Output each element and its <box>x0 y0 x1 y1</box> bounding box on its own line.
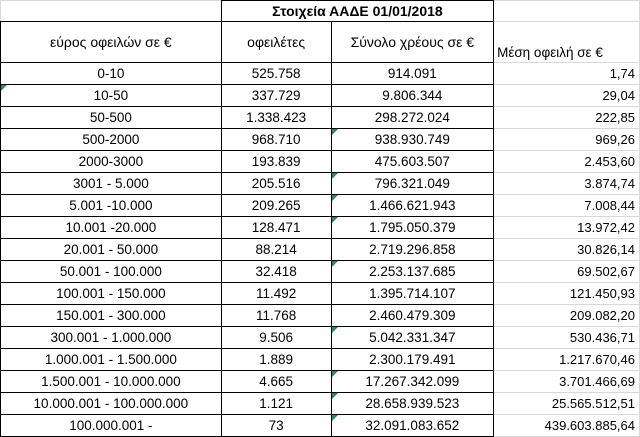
cell-total-debt[interactable]: 298.272.024 <box>331 107 494 129</box>
table-row <box>1 129 640 151</box>
cell-total-debt[interactable]: 9.806.344 <box>331 85 494 107</box>
cell-total-debt[interactable]: 938.930.749 <box>331 129 494 151</box>
header-row <box>1 22 640 63</box>
cell-total-debt[interactable]: 1.395.714.107 <box>331 283 494 305</box>
cell-total-debt[interactable]: 1.466.621.943 <box>331 195 494 217</box>
table-row <box>1 151 640 173</box>
cell-debt-range[interactable]: 5.001 -10.000 <box>1 195 222 217</box>
cell-total-debt[interactable]: 2.719.296.858 <box>331 239 494 261</box>
cell-total-debt[interactable]: 796.321.049 <box>331 173 494 195</box>
cell-average-debt[interactable]: 25.565.512,51 <box>494 393 640 415</box>
table-row <box>1 85 640 107</box>
cell-debt-range[interactable]: 2000-3000 <box>1 151 222 173</box>
cell-average-debt[interactable]: 530.436,71 <box>494 327 640 349</box>
cell-debtors[interactable]: 968.710 <box>221 129 331 151</box>
cell-debtors[interactable]: 1.121 <box>221 393 331 415</box>
table-row <box>1 195 640 217</box>
cell-average-debt[interactable]: 3.701.466,69 <box>494 371 640 393</box>
cell-total-debt[interactable]: 1.795.050.379 <box>331 217 494 239</box>
cell-debtors[interactable]: 205.516 <box>221 173 331 195</box>
header-debtors[interactable]: οφειλέτες <box>221 22 331 63</box>
table-title[interactable]: Στοιχεία ΑΑΔΕ 01/01/2018 <box>221 1 493 22</box>
cell-average-debt[interactable]: 439.603.885,64 <box>494 415 640 437</box>
cell-average-debt[interactable]: 1.217.670,46 <box>494 349 640 371</box>
cell-total-debt[interactable]: 28.658.939.523 <box>331 393 494 415</box>
cell-debt-range[interactable]: 100.001 - 150.000 <box>1 283 222 305</box>
table-row <box>1 283 640 305</box>
cell-average-debt[interactable]: 3.874,74 <box>494 173 640 195</box>
cell-average-debt[interactable]: 13.972,42 <box>494 217 640 239</box>
table-row <box>1 173 640 195</box>
cell-debt-range[interactable]: 300.001 - 1.000.000 <box>1 327 222 349</box>
table-row <box>1 349 640 371</box>
cell-debtors[interactable]: 32.418 <box>221 261 331 283</box>
cell-debt-range[interactable]: 500-2000 <box>1 129 222 151</box>
cell-debtors[interactable]: 73 <box>221 415 331 437</box>
cell-debt-range[interactable]: 50.001 - 100.000 <box>1 261 222 283</box>
cell-average-debt[interactable]: 30.826,14 <box>494 239 640 261</box>
cell-debtors[interactable]: 1.889 <box>221 349 331 371</box>
cell-debt-range[interactable]: 0-10 <box>1 63 222 85</box>
cell-debtors[interactable]: 11.768 <box>221 305 331 327</box>
cell-debtors[interactable]: 525.758 <box>221 63 331 85</box>
cell-average-debt[interactable]: 1,74 <box>494 63 640 85</box>
blank-cell[interactable] <box>494 1 640 22</box>
cell-total-debt[interactable]: 475.603.507 <box>331 151 494 173</box>
table-row <box>1 371 640 393</box>
table-row <box>1 63 640 85</box>
table-row <box>1 217 640 239</box>
cell-total-debt[interactable]: 914.091 <box>331 63 494 85</box>
cell-average-debt[interactable]: 29,04 <box>494 85 640 107</box>
cell-average-debt[interactable]: 222,85 <box>494 107 640 129</box>
cell-debt-range[interactable]: 50-500 <box>1 107 222 129</box>
table-row <box>1 327 640 349</box>
cell-total-debt[interactable]: 5.042.331.347 <box>331 327 494 349</box>
cell-debt-range[interactable]: 10.001 -20.000 <box>1 217 222 239</box>
cell-debt-range[interactable]: 150.001 - 300.000 <box>1 305 222 327</box>
table-row <box>1 393 640 415</box>
cell-debt-range[interactable]: 10-50 <box>1 85 222 107</box>
cell-debt-range[interactable]: 1.500.001 - 10.000.000 <box>1 371 222 393</box>
cell-debtors[interactable]: 11.492 <box>221 283 331 305</box>
cell-debt-range[interactable]: 3001 - 5.000 <box>1 173 222 195</box>
cell-debtors[interactable]: 9.506 <box>221 327 331 349</box>
cell-debt-range[interactable]: 10.000.001 - 100.000.000 <box>1 393 222 415</box>
cell-average-debt[interactable]: 2.453,60 <box>494 151 640 173</box>
cell-debt-range[interactable]: 100.000.001 - <box>1 415 222 437</box>
cell-debtors[interactable]: 88.214 <box>221 239 331 261</box>
cell-average-debt[interactable]: 69.502,67 <box>494 261 640 283</box>
cell-total-debt[interactable]: 2.300.179.491 <box>331 349 494 371</box>
cell-debtors[interactable]: 128.471 <box>221 217 331 239</box>
cell-total-debt[interactable]: 2.253.137.685 <box>331 261 494 283</box>
table-row <box>1 261 640 283</box>
header-total-debt[interactable]: Σύνολο χρέους σε € <box>331 22 494 63</box>
blank-cell[interactable] <box>1 1 222 22</box>
cell-debtors[interactable]: 193.839 <box>221 151 331 173</box>
header-debt-range[interactable]: εύρος οφειλών σε € <box>1 22 222 63</box>
cell-debtors[interactable]: 4.665 <box>221 371 331 393</box>
cell-average-debt[interactable]: 121.450,93 <box>494 283 640 305</box>
table-row <box>1 107 640 129</box>
cell-average-debt[interactable]: 209.082,20 <box>494 305 640 327</box>
cell-debtors[interactable]: 209.265 <box>221 195 331 217</box>
table-row <box>1 305 640 327</box>
cell-total-debt[interactable]: 32.091.083.652 <box>331 415 494 437</box>
cell-debtors[interactable]: 337.729 <box>221 85 331 107</box>
cell-debtors[interactable]: 1.338.423 <box>221 107 331 129</box>
cell-debt-range[interactable]: 20.001 - 50.000 <box>1 239 222 261</box>
cell-total-debt[interactable]: 17.267.342.099 <box>331 371 494 393</box>
cell-total-debt[interactable]: 2.460.479.309 <box>331 305 494 327</box>
cell-debt-range[interactable]: 1.000.001 - 1.500.000 <box>1 349 222 371</box>
cell-average-debt[interactable]: 969,26 <box>494 129 640 151</box>
title-row <box>1 1 640 22</box>
header-average-debt[interactable]: Μέση οφειλή σε € <box>494 22 640 63</box>
table-row <box>1 239 640 261</box>
cell-average-debt[interactable]: 7.008,44 <box>494 195 640 217</box>
